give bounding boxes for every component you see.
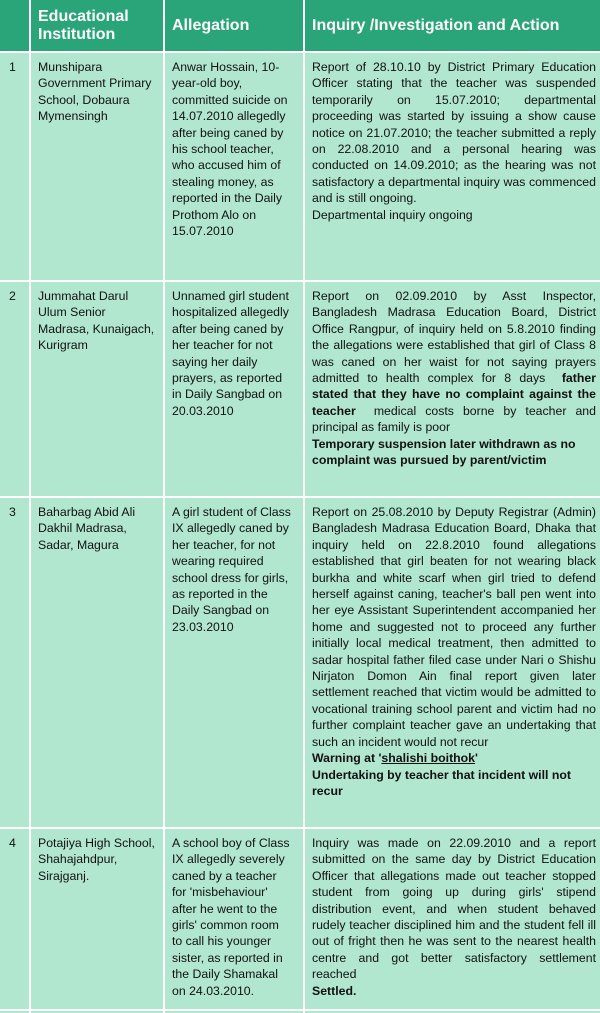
inquiry-text — [312, 288, 596, 436]
action-text: Departmental inquiry ongoing — [312, 207, 473, 222]
shalishi-term: shalishi boithok — [381, 751, 476, 766]
header-allegation: Allegation — [172, 16, 250, 34]
institution-cell: Baharbag Abid Ali Dakhil Madrasa, Sadar, Magura — [38, 505, 136, 552]
row-number: 4 — [9, 836, 16, 850]
row-number: 1 — [9, 60, 16, 74]
inquiry-cell — [312, 288, 596, 468]
inquiry-text: Inquiry was made on 22.09.2010 and a report submitted on the same day by District Education Officer that allegations made out teacher stopped student from going up during girls' stipend distribution event, and when student behaved rudely teacher disciplined him and the student fell ill out of fright then he was sent to the nearest health centre and got better satisfactory settlement reached — [312, 836, 596, 982]
inquiry-text: Report on 25.08.2010 by Deputy Registrar (Admin) Bangladesh Madrasa Education Board, Dhaka that inquiry held on 22.8.2010 found allegations established that girl beaten for not wearing black burkha and white scarf when girl tried to defend herself against caning, teacher's ball pen went into her eye Assistant Superintendent accompanied her home and suggested not to proceed any further initially local medical treatment, then admitted to sadar hospital father filed case under Nari o Shishu Nirjaton Domon Ain final report given later settlement reached that victim would be admitted to vocational training school parent and victim had no further complaint teacher gave an undertaking that such an incident would not recur — [312, 505, 596, 749]
table-row — [0, 53, 600, 280]
action-suffix: ' — [475, 751, 478, 766]
inquiry-bold-text: father stated that they have no complaint against the teacher — [312, 371, 596, 418]
header-number — [0, 0, 29, 51]
institution-cell: Munshipara Government Primary School, Dobaura Mymensingh — [38, 60, 152, 124]
table-row — [0, 829, 600, 1009]
row-number: 3 — [9, 505, 16, 519]
institution-cell: Potajiya High School, Shahajahdpur, Sirajganj. — [38, 836, 155, 883]
inquiry-cell — [312, 835, 596, 999]
allegation-cell: A school boy of Class IX allegedly severely caned by a teacher for 'misbehaviour' after he went to the girls' common room to call his younger sister, as reported in the Daily Shamakal on 24.03.2010. — [172, 836, 290, 998]
inquiry-cell — [312, 59, 596, 223]
allegation-cell: Unnamed girl student hospitalized allegedly after being caned by her teacher for not saying her daily prayers, as reported in Daily Sangbad on 20.03.2010 — [172, 289, 289, 418]
action-text — [312, 750, 596, 766]
row-number: 2 — [9, 289, 16, 303]
institution-cell: Jummahat Darul Ulum Senior Madrasa, Kunaigach, Kurigram — [38, 289, 155, 353]
inquiry-text-a: Report on 02.09.2010 by Asst Inspector, Bangladesh Madrasa Education Board, District Office Rangpur, of inquiry held on 5.8.2010 finding the allegations were established that girl of Class 8 was caned on her waist for not saying prayers admitted to health complex for 8 days — [312, 289, 596, 386]
allegation-cell: Anwar Hossain, 10-year-old boy, committed suicide on 14.07.2010 allegedly after being caned by his school teacher, who accused him of stealing money, as reported in the Daily Prothom Alo on 15.07.2010 — [172, 60, 288, 239]
action-text: Settled. — [312, 983, 357, 998]
table-header — [0, 0, 600, 51]
table-row — [0, 282, 600, 496]
table-row — [0, 498, 600, 827]
header-inquiry: Inquiry /Investigation and Action — [312, 16, 560, 34]
inquiry-text-b: medical costs borne by teacher and principal as family is poor — [312, 403, 596, 435]
action-prefix: Warning at ' — [312, 751, 382, 766]
row-divider — [0, 1009, 600, 1011]
inquiry-text: Report of 28.10.10 by District Primary Education Officer stating that the teacher was suspended temporarily on 15.07.2010; departmental proceeding was started by issuing a show cause notice on 21.07.2010; the teacher submitted a reply on 22.08.2010 and a personal hearing was conducted on 14.09.2010; as the hearing was not satisfactory a departmental inquiry was commenced and is still ongoing. — [312, 60, 596, 206]
action-text: Undertaking by teacher that incident will not recur — [312, 767, 571, 798]
header-institution: Educational Institution — [38, 7, 129, 43]
action-text: Temporary suspension later withdrawn as no complaint was pursued by parent/victim — [312, 436, 576, 468]
inquiry-cell — [312, 504, 596, 799]
allegation-cell: A girl student of Class IX allegedly caned by her teacher, for not wearing required school dress for girls, as reported in the Daily Sangbad on 23.03.2010 — [172, 505, 291, 634]
